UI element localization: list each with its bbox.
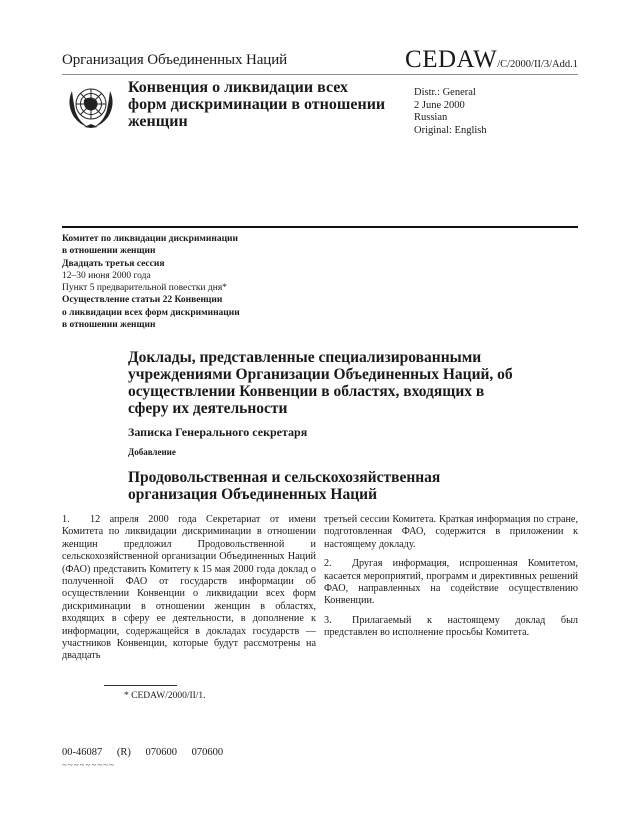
document-symbol xyxy=(405,46,578,74)
distr-type: Distr.: General xyxy=(414,87,476,98)
session: Двадцать третья сессия xyxy=(62,258,165,269)
report-title: Доклады, представленные специализированными учреждениями Организации Объединенных Наций, об осуществлении Конвенции в областях, входящих в сферу их деятельности xyxy=(128,349,513,417)
paragraph-3 xyxy=(324,615,578,640)
topic-line-3: в отношении женщин xyxy=(62,320,156,331)
symbol-main: CEDAW xyxy=(405,46,498,73)
distr-date: 2 June 2000 xyxy=(414,99,465,111)
organization-name: Организация Объединенных Наций xyxy=(62,52,288,68)
footnote: * CEDAW/2000/II/1. xyxy=(124,691,206,701)
paragraph-2 xyxy=(324,558,578,608)
paragraph-number: 3. xyxy=(324,614,332,626)
paragraph-text: третьей сессии Комитета. Краткая информация по стране, подготовленная ФАО, содержится в приложении к настоящему докладу. xyxy=(324,514,578,550)
paragraph-1 xyxy=(62,514,316,663)
header-divider xyxy=(62,74,578,75)
paragraph-1-continued xyxy=(324,514,578,551)
paragraph-number: 1. xyxy=(62,514,70,525)
distr-original: Original: English xyxy=(414,124,487,136)
organization-title: Продовольственная и сельскохозяйственная организация Объединенных Наций xyxy=(128,469,441,503)
document-number: 00-46087 (R) 070600 070600 xyxy=(62,747,224,758)
addendum-label: Добавление xyxy=(128,447,176,457)
barcode: ~~~~~~~~~ xyxy=(62,760,115,770)
un-emblem-icon xyxy=(64,81,118,131)
paragraph-text: Прилагаемый к настоящему доклад был представлен во исполнение просьбы Комитета. xyxy=(324,614,578,639)
paragraph-text: 12 апреля 2000 года Секретариат от имени Комитета по ликвидации дискриминации в отношении женщин предложил Продовольственной и сельскохозяйственной организации Объединенных Наций (ФАО) представить Комитету к 15 мая 2000 года доклад о полученной ФАО от государств информации об осуществлении Конвенции о ликвидации всех форм дискриминации в отношении женщин в областях, входящих в сферу ее деятельности, в дополнение к информации, содержащейся в докладах государств — участников Конвенции, которые будут рассмотрены на двадцать xyxy=(62,514,316,662)
note-title: Записка Генерального секретаря xyxy=(128,425,308,439)
committee-line-2: в отношении женщин xyxy=(62,246,156,257)
session-dates: 12–30 июня 2000 года xyxy=(62,270,151,281)
symbol-suffix: /C/2000/II/3/Add.1 xyxy=(497,59,578,70)
meeting-info xyxy=(62,233,322,331)
distribution-block xyxy=(414,87,487,137)
agenda-item: Пункт 5 предварительной повестки дня* xyxy=(62,283,227,294)
distr-language: Russian xyxy=(414,112,448,123)
paragraph-number: 2. xyxy=(324,558,332,570)
footnote-divider xyxy=(104,685,177,686)
body-column-left xyxy=(62,514,316,670)
topic-line-2: о ликвидации всех форм дискриминации xyxy=(62,307,240,318)
convention-title: Конвенция о ликвидации всех форм дискриминации в отношении женщин xyxy=(128,79,386,130)
committee-line-1: Комитет по ликвидации дискриминации xyxy=(62,234,239,244)
main-divider xyxy=(62,226,578,228)
paragraph-text: Другая информация, испрошенная Комитетом, касается мероприятий, программ и директивных решений ФАО, направленных на содействие осуществлению Конвенции. xyxy=(324,558,578,607)
body-column-right xyxy=(324,514,578,647)
topic-line-1: Осуществление статьи 22 Конвенции xyxy=(62,295,223,306)
